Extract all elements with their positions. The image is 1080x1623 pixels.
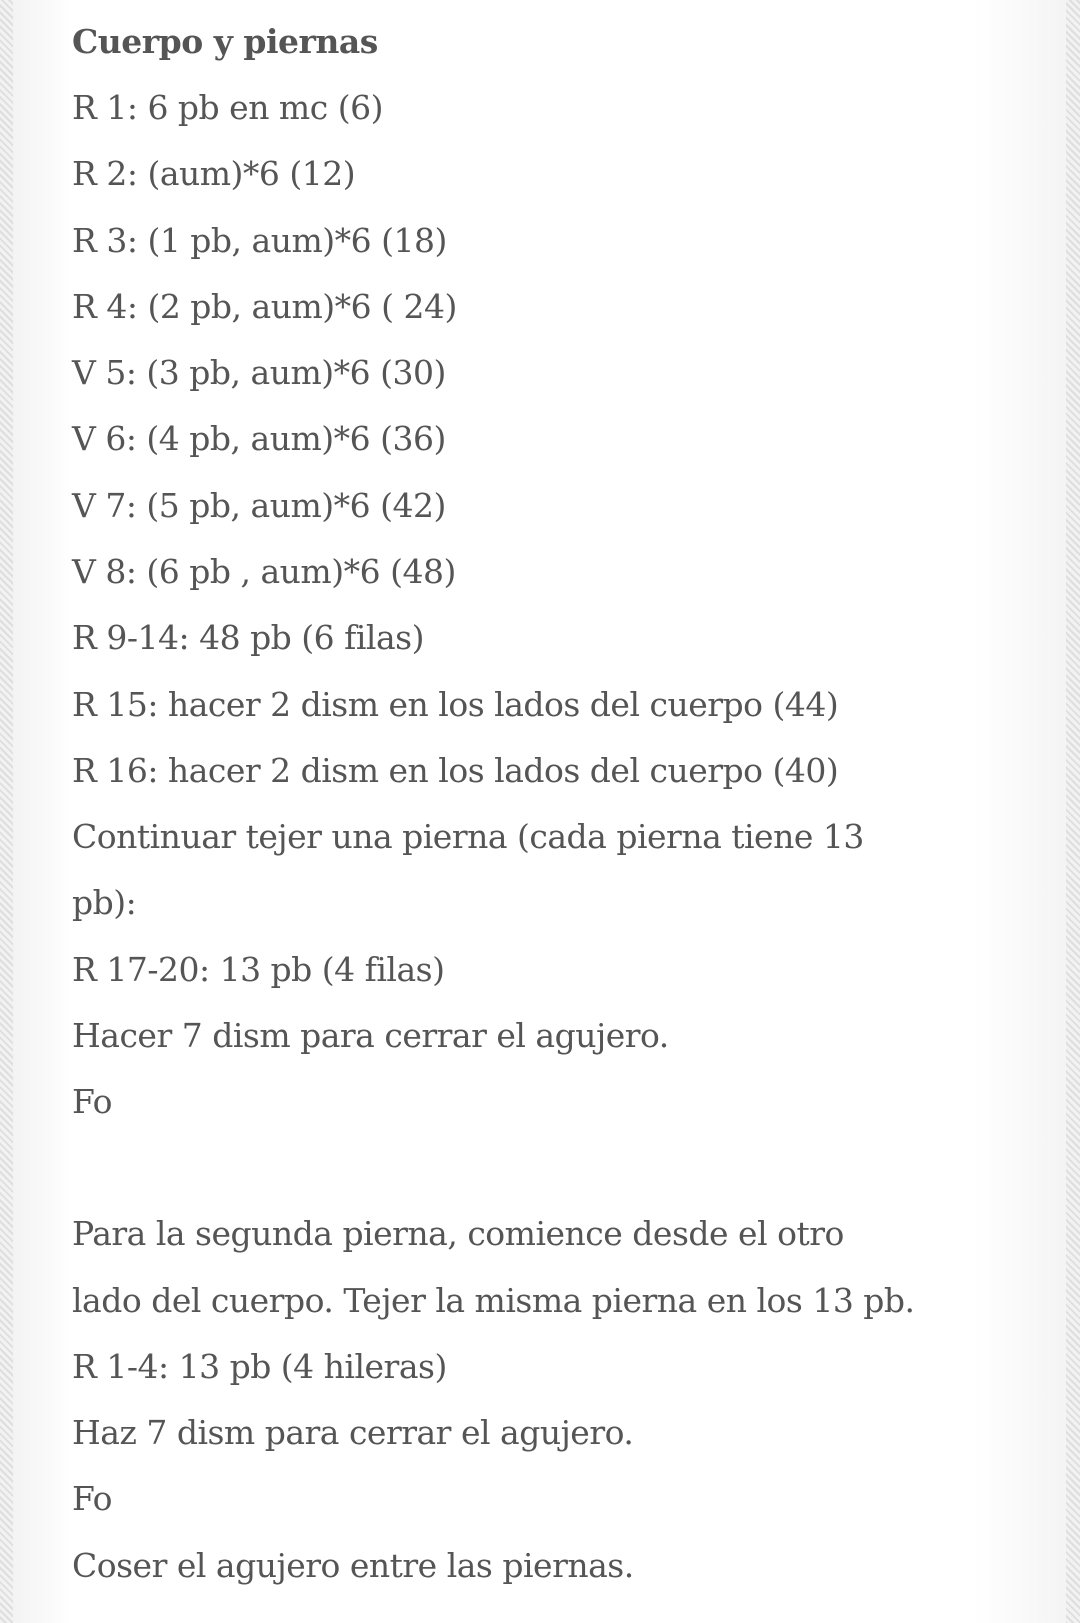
- pattern-line: Para la segunda pierna, comience desde el otro: [72, 1214, 844, 1253]
- pattern-line: V 8: (6 pb , aum)*6 (48): [72, 552, 456, 591]
- pattern-line: R 1-4: 13 pb (4 hileras): [72, 1347, 447, 1386]
- document-card: [13, 0, 1066, 1623]
- pattern-line: R 16: hacer 2 dism en los lados del cuerpo (40): [72, 751, 839, 790]
- pattern-line: R 17-20: 13 pb (4 filas): [72, 950, 445, 989]
- pattern-line: R 4: (2 pb, aum)*6 ( 24): [72, 287, 457, 326]
- pattern-line: R 9-14: 48 pb (6 filas): [72, 618, 424, 657]
- pattern-line: V 7: (5 pb, aum)*6 (42): [72, 486, 446, 525]
- pattern-line: R 1: 6 pb en mc (6): [72, 88, 383, 127]
- pattern-line: V 5: (3 pb, aum)*6 (30): [72, 353, 446, 392]
- pattern-line: V 6: (4 pb, aum)*6 (36): [72, 419, 446, 458]
- pattern-line: Continuar tejer una pierna (cada pierna tiene 13: [72, 817, 864, 856]
- pattern-line: R 2: (aum)*6 (12): [72, 154, 356, 193]
- pattern-line: Fo: [72, 1479, 112, 1518]
- pattern-line: R 15: hacer 2 dism en los lados del cuerpo (44): [72, 685, 839, 724]
- pattern-line: lado del cuerpo. Tejer la misma pierna en los 13 pb.: [72, 1281, 915, 1320]
- pattern-line: Coser el agujero entre las piernas.: [72, 1546, 634, 1585]
- pattern-line: pb):: [72, 883, 137, 922]
- pattern-line: Hacer 7 dism para cerrar el agujero.: [72, 1016, 669, 1055]
- section-title: Cuerpo y piernas: [72, 22, 378, 61]
- pattern-line: R 3: (1 pb, aum)*6 (18): [72, 221, 447, 260]
- pattern-line: Fo: [72, 1082, 112, 1121]
- pattern-line: Haz 7 dism para cerrar el agujero.: [72, 1413, 634, 1452]
